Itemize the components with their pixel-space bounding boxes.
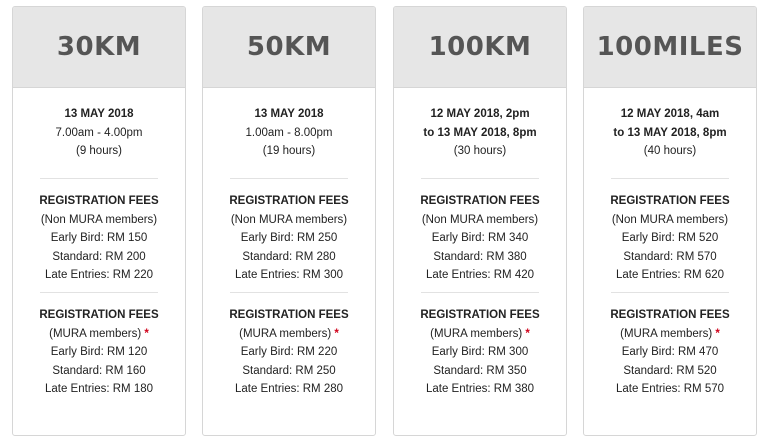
standard-fee: Standard: RM 160 [52,364,146,377]
fees-heading: REGISTRATION FEES [610,195,730,207]
pricing-card-100km [393,6,567,436]
early-bird-fee: Early Bird: RM 120 [50,346,148,358]
required-asterisk: * [715,327,720,340]
event-end: to 13 MAY 2018, 8pm [423,126,537,139]
card-header [394,7,566,88]
standard-fee: Standard: RM 570 [623,250,717,263]
card-header [13,7,185,88]
fees-heading: REGISTRATION FEES [610,309,730,321]
event-time: 7.00am - 4.00pm [55,126,143,139]
fees-subheading-row [13,325,185,344]
fees-subheading: (MURA members) [620,327,713,340]
late-entry-fee: Late Entries: RM 380 [425,383,535,395]
late-entry-fee: Late Entries: RM 280 [234,383,344,395]
early-bird-fee: Early Bird: RM 520 [621,232,719,244]
event-schedule [13,88,185,178]
pricing-card-30km [12,6,186,436]
event-duration: (9 hours) [75,145,123,157]
late-entry-fee: Late Entries: RM 620 [615,269,725,281]
fees-heading: REGISTRATION FEES [229,195,349,207]
fees-subheading: (MURA members) [239,327,332,340]
event-end: to 13 MAY 2018, 8pm [613,126,727,139]
card-title: 50KM [246,32,332,62]
required-asterisk: * [144,327,149,340]
fees-heading: REGISTRATION FEES [420,195,540,207]
card-body [13,88,185,406]
event-start: 12 MAY 2018, 4am [620,108,720,120]
fees-subheading: (Non MURA members) [611,213,729,226]
event-schedule [203,88,375,178]
fees-heading: REGISTRATION FEES [39,309,159,321]
card-title: 100KM [428,32,532,62]
required-asterisk: * [334,327,339,340]
non-member-fees [394,179,566,292]
card-body [394,88,566,406]
member-fees [13,293,185,406]
required-asterisk: * [525,327,530,340]
event-schedule [394,88,566,178]
non-member-fees [584,179,756,292]
standard-fee: Standard: RM 350 [433,364,527,377]
standard-fee: Standard: RM 280 [242,250,336,263]
event-date: 13 MAY 2018 [64,108,134,120]
non-member-fees [203,179,375,292]
fees-subheading: (Non MURA members) [40,213,158,226]
fees-subheading: (Non MURA members) [421,213,539,226]
pricing-card-50km [202,6,376,436]
event-duration: (19 hours) [262,145,316,157]
early-bird-fee: Early Bird: RM 220 [240,346,338,358]
early-bird-fee: Early Bird: RM 300 [431,346,529,358]
late-entry-fee: Late Entries: RM 220 [44,269,154,281]
member-fees [584,293,756,406]
card-title: 30KM [56,32,142,62]
late-entry-fee: Late Entries: RM 570 [615,383,725,395]
card-body [584,88,756,406]
early-bird-fee: Early Bird: RM 470 [621,346,719,358]
pricing-card-100miles [583,6,757,436]
standard-fee: Standard: RM 520 [623,364,717,377]
event-schedule [584,88,756,178]
member-fees [203,293,375,406]
fees-heading: REGISTRATION FEES [39,195,159,207]
event-date: 13 MAY 2018 [254,108,324,120]
fees-subheading-row [394,325,566,344]
early-bird-fee: Early Bird: RM 250 [240,232,338,244]
standard-fee: Standard: RM 200 [52,250,146,263]
fees-subheading: (MURA members) [49,327,142,340]
fees-subheading-row [584,325,756,344]
late-entry-fee: Late Entries: RM 420 [425,269,535,281]
standard-fee: Standard: RM 250 [242,364,336,377]
card-body [203,88,375,406]
late-entry-fee: Late Entries: RM 180 [44,383,154,395]
card-header [203,7,375,88]
member-fees [394,293,566,406]
non-member-fees [13,179,185,292]
event-duration: (40 hours) [643,145,697,157]
event-time: 1.00am - 8.00pm [245,126,333,139]
early-bird-fee: Early Bird: RM 150 [50,232,148,244]
fees-subheading: (MURA members) [430,327,523,340]
fees-subheading-row [203,325,375,344]
card-header [584,7,756,88]
late-entry-fee: Late Entries: RM 300 [234,269,344,281]
fees-subheading: (Non MURA members) [230,213,348,226]
standard-fee: Standard: RM 380 [433,250,527,263]
event-duration: (30 hours) [453,145,507,157]
fees-heading: REGISTRATION FEES [420,309,540,321]
card-title: 100MILES [596,32,744,62]
early-bird-fee: Early Bird: RM 340 [431,232,529,244]
fees-heading: REGISTRATION FEES [229,309,349,321]
event-start: 12 MAY 2018, 2pm [430,108,530,120]
